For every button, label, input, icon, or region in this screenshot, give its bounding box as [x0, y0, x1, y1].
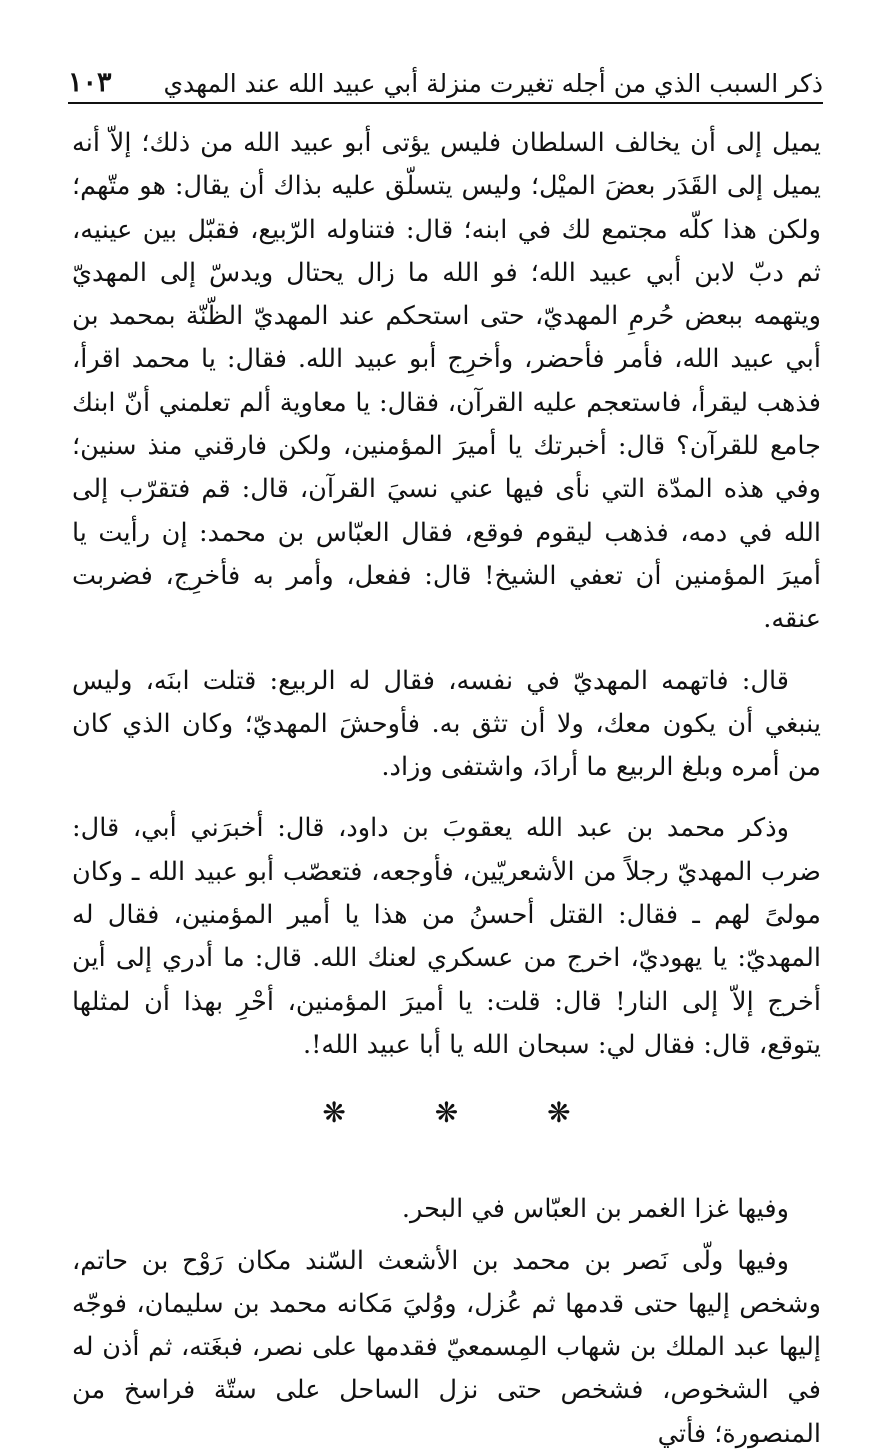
paragraph-3: وذكر محمد بن عبد الله يعقوبَ بن داود، قال: أخبرَني أبي، قال: ضرب المهديّ رجلاً من الأشعريّين، فأوجعه، فتعصّب أبو عبيد الله ـ وكان مولىً لهم ـ فقال: القتل أحسنُ من هذا يا أمير المؤمنين، فقال له المهديّ: يا يهوديّ، اخرج من عسكري لعنك الله. قال: ما أدري إلى أين أخرج إلاّ إلى النار! قال: قلت: يا أميرَ المؤمنين، أحْرِ بهذا أن لمثلها يتوقع، قال: فقال لي: سبحان الله يا أبا عبيد الله!.: [72, 813, 821, 1060]
running-header: [68, 58, 823, 104]
page-number: ١٠٣: [68, 67, 112, 98]
paragraph-1: يميل إلى أن يخالف السلطان فليس يؤتى أبو عبيد الله من ذلك؛ إلاّ أنه يميل إلى القَدَر بعضَ الميْل؛ وليس يتسلّق عليه بذاك أن يقال: هو متّهم؛ ولكن هذا كلّه مجتمع لك في ابنه؛ قال: فتناوله الرّبيع، فقبّل بين عينيه، ثم دبّ لابن أبي عبيد الله؛ فو الله ما زال يحتال ويدسّ إلى المهديّ ويتهمه ببعض حُرمِ المهديّ، حتى استحكم عند المهديّ الظّنّة بمحمد بن أبي عبيد الله، فأمر فأحضر، وأخرِج أبو عبيد الله. فقال: يا محمد اقرأ، فذهب ليقرأ، فاستعجم عليه القرآن، فقال: يا معاوية ألم تعلمني أنّ ابنك جامع للقرآن؟ قال: أخبرتك يا أميرَ المؤمنين، ولكن فارقني منذ سنين؛ وفي هذه المدّة التي نأى فيها عني نسيَ القرآن، قال: قم فتقرّب إلى الله في دمه، فذهب ليقوم فوقع، فقال العبّاس بن محمد: إن رأيت يا أميرَ المؤمنين أن تعفي الشيخ! قال: ففعل، وأمر به فأخرِج، فضربت عنقه.: [72, 128, 821, 635]
main-text: [72, 122, 821, 1456]
paragraph-4: وفيها غزا الغمر بن العبّاس في البحر.: [401, 1194, 789, 1225]
paragraph-2: قال: فاتهمه المهديّ في نفسه، فقال له الربيع: قتلت ابنَه، وليس ينبغي أن يكون معك، ولا أن تثق به. فأوحشَ المهديّ؛ وكان الذي كان من أمره وبلغ الربيع ما أرادَ، واشتفى وزاد.: [72, 665, 821, 783]
section-separator: ❋ ❋ ❋: [322, 1096, 611, 1130]
header-title: ذكر السبب الذي من أجله تغيرت منزلة أبي عبيد الله عند المهدي: [163, 69, 823, 98]
paragraph-5: وفيها ولّى نَصر بن محمد بن الأشعث السّند مكان رَوْح بن حاتم، وشخص إليها حتى قدمها ثم عُزل، ووُليَ مَكانه محمد بن سليمان، فوجّه إليها عبد الملك بن شهاب المِسمعيّ فقدمها على نصر، فبغَته، ثم أذن له في الشخوص، فشخص حتى نزل الساحل على ستّة فراسخ من المنصورة؛ فأتي: [72, 1245, 821, 1449]
